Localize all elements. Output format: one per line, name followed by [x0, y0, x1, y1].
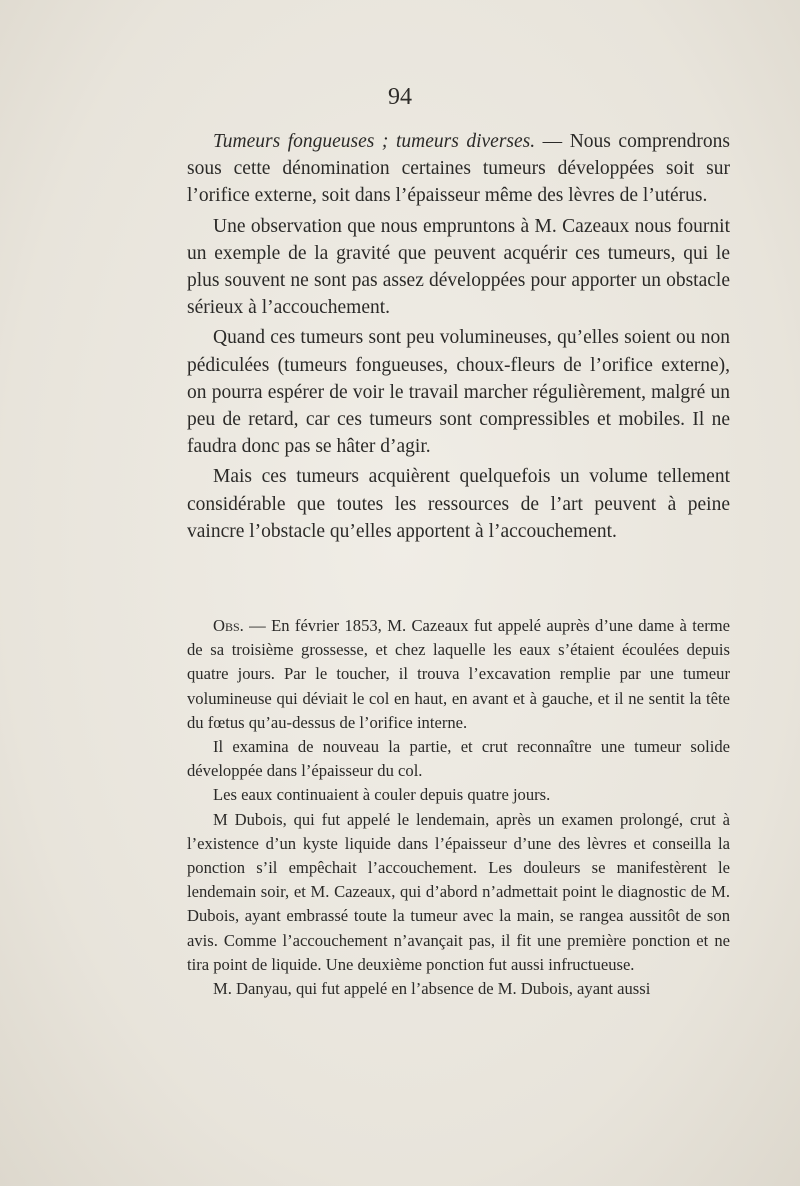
- body-paragraph: Mais ces tumeurs acquièrent quelquefois un volume tellement considérable que toutes les ressources de l’art peuvent à peine vaincre l’obstacle qu’elles apportent à l’accouchement.: [187, 466, 730, 542]
- body-paragraph: Une observation que nous empruntons à M. Cazeaux nous fournit un exemple de la gravité que peuvent acquérir ces tumeurs, qui le plus souvent ne sont pas assez développées pour apporter un obstacle sérieux à l’accouchement.: [187, 215, 730, 319]
- observation-block: [187, 614, 730, 1001]
- observation-paragraph: Il examina de nouveau la partie, et crut reconnaître une tumeur solide développée dans l’épaisseur du col.: [187, 737, 730, 781]
- observation-paragraph: M Dubois, qui fut appelé le lendemain, après un examen prolongé, crut à l’existence d’un kyste liquide dans l’épaisseur d’une des lèvres et conseilla la ponction s’il empêchait l’accouchement. Les douleurs se manifestèrent le lendemain soir, et M. Cazeaux, qui d’abord n’admettait point le diagnostic de M. Dubois, ayant embrassé toute la tumeur avec la main, se rangea aussitôt de son avis. Comme l’accouchement n’avançait pas, il fit une première ponction et ne tira point de liquide. Une deuxième ponction fut aussi infructueuse.: [187, 809, 730, 974]
- observation-paragraph: [187, 614, 730, 735]
- observation-paragraph: Les eaux continuaient à couler depuis quatre jours.: [213, 785, 551, 805]
- observation-paragraph: M. Danyau, qui fut appelé en l’absence de M. Dubois, ayant aussi: [213, 979, 651, 999]
- section-intro-paragraph: [187, 128, 730, 210]
- observation-label: Obs.: [213, 616, 244, 635]
- body-paragraph: Quand ces tumeurs sont peu volumineuses, qu’elles soient ou non pédiculées (tumeurs fongueuses, choux-fleurs de l’orifice externe), on pourra espérer de voir le travail marcher régulièrement, malgré un peu de retard, car ces tumeurs sont compressibles et mobiles. Il ne faudra donc pas se hâter d’agir.: [187, 327, 730, 458]
- section-intro-text: — Nous comprendrons sous cette dénomination certaines tumeurs développées soit sur l’orifice externe, soit dans l’épaisseur même des lèvres de l’utérus.: [187, 131, 730, 207]
- observation-text: — En février 1853, M. Cazeaux fut appelé auprès d’une dame à terme de sa troisième grossesse, et chez laquelle les eaux s’étaient écoulées depuis quatre jours. Par le toucher, il trouva l’excavation remplie par une tumeur volumineuse qui déviait le col en haut, en avant et à gauche, et il ne sentit la tête du fœtus qu’au-dessus de l’orifice interne.: [187, 616, 730, 732]
- page-number: 94: [388, 84, 412, 110]
- main-text: [187, 128, 730, 548]
- section-title: Tumeurs fongueuses ; tumeurs diverses.: [213, 131, 536, 152]
